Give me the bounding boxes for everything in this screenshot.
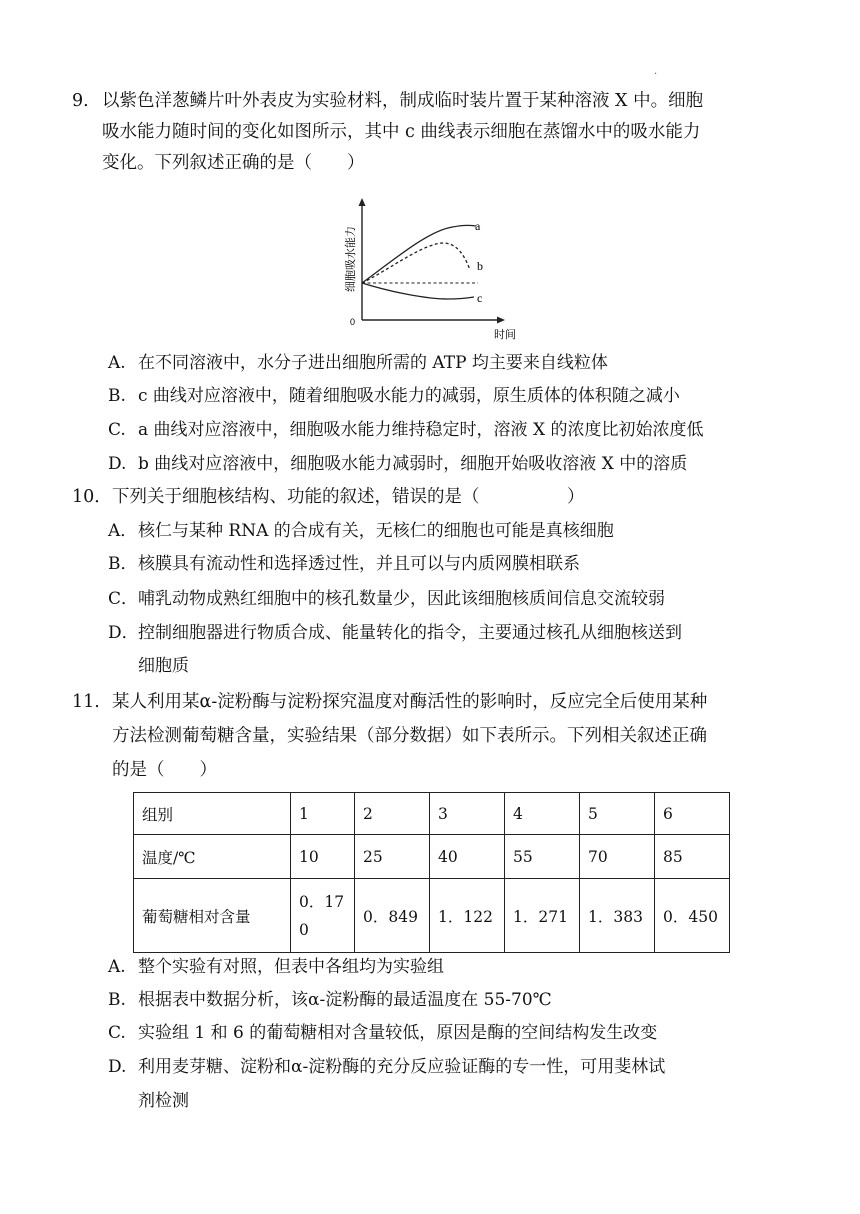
q11-option-d[interactable] [108, 1052, 798, 1117]
option-text: 根据表中数据分析，该α-淀粉酶的最适温度在 55-70℃ [138, 990, 552, 1010]
option-text: 控制细胞器进行物质合成、能量转化的指令，主要通过核孔从细胞核送到 [138, 623, 682, 643]
question-stem [112, 687, 788, 786]
q11-option-c[interactable] [108, 1018, 798, 1049]
option-text: 利用麦芽糖、淀粉和α-淀粉酶的充分反应验证酶的专一性，可用斐林试 [138, 1057, 666, 1077]
option-text-continued: 剂检测 [138, 1091, 189, 1111]
option-text: 核仁与某种 RNA 的合成有关，无核仁的细胞也可能是真核细胞 [138, 521, 614, 541]
question-number: 10． [72, 487, 112, 507]
question-10 [72, 482, 788, 513]
q11-option-a[interactable] [108, 952, 798, 983]
q9-option-c[interactable] [108, 415, 798, 446]
water-absorption-figure [336, 192, 546, 342]
q9-option-a[interactable] [108, 348, 798, 379]
stem-line: 方法检测葡萄糖含量，实验结果（部分数据）如下表所示。下列相关叙述正确 [112, 726, 707, 746]
q10-option-b[interactable] [108, 549, 798, 580]
table-cell: 10 [291, 835, 355, 879]
stem-line: 吸水能力随时间的变化如图所示，其中 c 曲线表示细胞在蒸馏水中的吸水能力 [102, 122, 701, 142]
question-stem [102, 86, 788, 179]
option-text-continued: 细胞质 [138, 656, 189, 676]
x-axis-label: 时间 [494, 328, 516, 341]
table-cell: 4 [505, 793, 580, 835]
table-cell: 0．849 [355, 879, 430, 953]
table-cell: 1．383 [580, 879, 655, 953]
option-label: C. [108, 1023, 126, 1043]
table-cell: 1．271 [505, 879, 580, 953]
option-label: C. [108, 420, 126, 440]
option-label: D. [108, 454, 127, 474]
option-text: 整个实验有对照，但表中各组均为实验组 [138, 957, 444, 977]
stem-line: 以紫色洋葱鳞片叶外表皮为实验材料，制成临时装片置于某种溶液 X 中。细胞 [102, 91, 704, 111]
option-label: A. [108, 353, 126, 373]
option-label: B. [108, 990, 126, 1010]
option-text: c 曲线对应溶液中，随着细胞吸水能力的减弱，原生质体的体积随之减小 [138, 386, 680, 406]
corner-dot: . [654, 66, 658, 77]
option-label: A. [108, 957, 126, 977]
stem-line: 变化。下列叙述正确的是（ ） [102, 153, 365, 173]
table-cell: 70 [580, 835, 655, 879]
stem-line: 某人利用某α-淀粉酶与淀粉探究温度对酶活性的影响时，反应完全后使用某种 [112, 692, 708, 712]
option-label: B． [108, 554, 138, 574]
table-cell: 3 [430, 793, 505, 835]
option-text: a 曲线对应溶液中，细胞吸水能力维持稳定时，溶液 X 的浓度比初始浓度低 [138, 420, 704, 440]
curve-c-label: c [477, 291, 483, 305]
row-header: 葡萄糖相对含量 [134, 879, 291, 953]
option-text: 实验组 1 和 6 的葡萄糖相对含量较低，原因是酶的空间结构发生改变 [138, 1023, 658, 1043]
table-cell: 0．170 [291, 879, 355, 953]
curve-c [362, 283, 474, 299]
table-row [134, 793, 730, 835]
table-cell: 5 [580, 793, 655, 835]
table-cell: 1 [291, 793, 355, 835]
table-cell: 40 [430, 835, 505, 879]
curve-b-label: b [477, 259, 483, 273]
option-text: 核膜具有流动性和选择透过性，并且可以与内质网膜相联系 [138, 554, 580, 574]
table-cell: 85 [655, 835, 730, 879]
table-cell: 1．122 [430, 879, 505, 953]
option-label: D. [108, 1057, 127, 1077]
y-axis-arrow [359, 198, 366, 206]
curve-a-label: a [475, 219, 481, 233]
option-label: B. [108, 386, 126, 406]
question-stem: 下列关于细胞核结构、功能的叙述，错误的是（ ） [112, 487, 585, 507]
table-row [134, 835, 730, 879]
table-cell: 0．450 [655, 879, 730, 953]
option-label: A． [108, 521, 138, 541]
q10-option-a[interactable] [108, 516, 798, 547]
option-label: D． [108, 623, 139, 643]
y-axis-label: 细胞吸水能力 [344, 226, 357, 292]
option-text: 哺乳动物成熟红细胞中的核孔数量少，因此该细胞核质间信息交流较弱 [138, 589, 665, 609]
x-axis-arrow [497, 317, 505, 324]
q9-option-d[interactable] [108, 449, 798, 480]
option-label: C． [108, 589, 139, 609]
option-text: 在不同溶液中，水分子进出细胞所需的 ATP 均主要来自线粒体 [138, 353, 608, 373]
curve-b [362, 243, 470, 283]
table-cell: 25 [355, 835, 430, 879]
table-cell: 2 [355, 793, 430, 835]
row-header: 组别 [134, 793, 291, 835]
table-cell: 55 [505, 835, 580, 879]
origin-label: 0 [350, 317, 356, 327]
q10-option-d[interactable] [108, 618, 798, 682]
result-table [133, 792, 730, 953]
question-number: 11. [72, 692, 100, 712]
question-11 [72, 687, 788, 786]
stem-line: 的是（ ） [112, 760, 217, 780]
question-number: 9. [72, 91, 89, 111]
q11-option-b[interactable] [108, 985, 798, 1016]
question-9 [72, 86, 788, 179]
q10-option-c[interactable] [108, 584, 798, 615]
row-header: 温度/℃ [134, 835, 291, 879]
table-cell: 6 [655, 793, 730, 835]
option-text: b 曲线对应溶液中，细胞吸水能力减弱时，细胞开始吸收溶液 X 中的溶质 [138, 454, 688, 474]
q9-option-b[interactable] [108, 381, 798, 412]
table-row [134, 879, 730, 953]
